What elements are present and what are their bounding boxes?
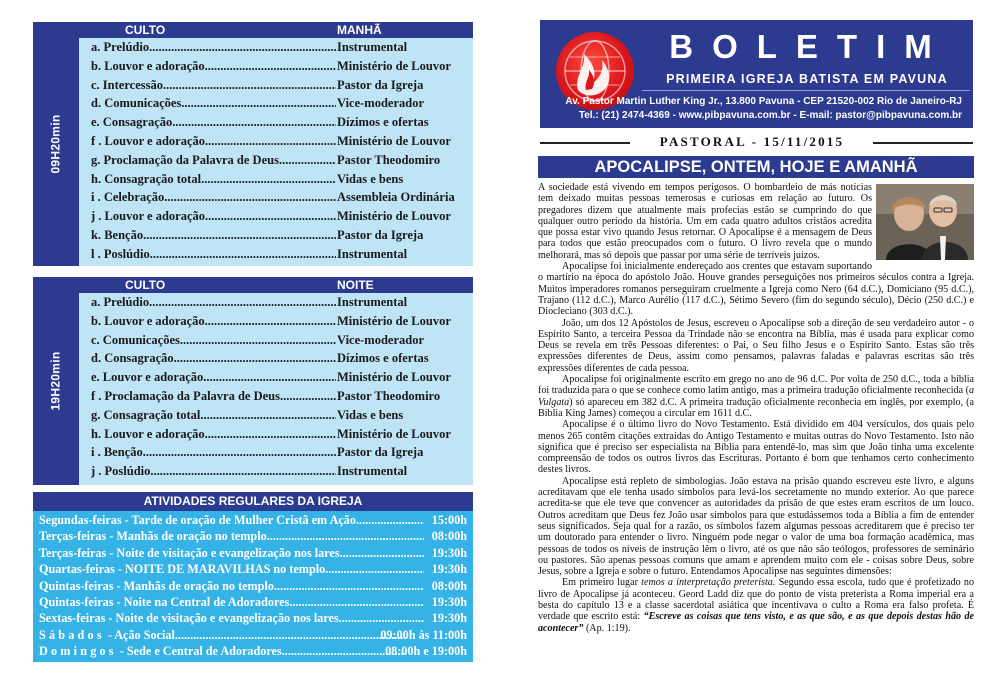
photo-spacer	[872, 182, 974, 262]
program-activity: c. Comunicações .....	[91, 333, 336, 348]
article-paragraph: Apocalipse está repleto de simbologias. João estava na prisão quando escreveu este livro, e alguns acreditavam que ele tenha usado símbolos para levá-los secretamente no mundo exterior. Ao que parece acredita-se que ele teve que convencer as autoridades da prisão de que estes eram escritos de um louco. Outros acreditam que Deus fez João usar símbolos para que estudássemos toda a Bíblia a fim de entender seus significados. Seja qual for a razão, os símbolos fazem algumas pessoas acreditarem que é preciso ter um doutorado para entender o livro. Ninguém pode negar o valor de uma boa formação acadêmica, mas pessoas de todos os níveis de instrução lêm o livro, até os que não são teólogos, professores de seminário ou pastores. São apenas pessoas comuns que amam e aprendem muito com ele - coisas sobre Deus, sobre Jesus, sobre a Igreja e sobre o futuro. Entendamos Apocalipse nas seguintes dimensões:	[538, 475, 974, 578]
program-row	[79, 190, 473, 209]
program-activity: b. Louvor e adoração .....	[91, 314, 336, 329]
program-responsible: Vice-moderador	[337, 96, 425, 111]
morning-program-list	[79, 38, 473, 266]
program-row	[79, 209, 473, 228]
program-row	[79, 370, 473, 389]
evening-header	[79, 277, 473, 293]
church-contact: Tel.: (21) 2474-4369 - www.pibpavuna.com.br - E-mail: pastor@pibpavuna.com.br	[578, 110, 962, 121]
program-activity: e. Louvor e adoração .....	[91, 370, 336, 385]
activity-time: 09:00h às 11:00h	[380, 627, 467, 642]
activity-time: 08:00h	[431, 578, 467, 593]
program-row	[79, 427, 473, 446]
program-responsible: Instrumental	[337, 40, 408, 54]
bulletin-header	[540, 20, 973, 128]
program-row	[79, 115, 473, 134]
activity-description: - NOITE DE MARAVILHAS no templo	[114, 562, 326, 577]
program-activity: a. Prelúdio .....	[91, 40, 336, 55]
article-paragraph: A sociedade está vivendo em tempos perigosos. O bombardeio de más notícias tem deixado muitas pessoas temerosas e curiosas em relação ao futuro. Os pregadores dizem que atualmente mais profecias estão se cumprindo do que qualquer outro período da história. Um em cada quatro adultos cristãos acredita que possa estar vivo quando Jesus retornar. O Apocalipse é a mensagem de Deus para todos que estão preocupados com o futuro. O livro revela que o mundo melhorará, mas só depois que passar por uma série de terríveis juízos.	[538, 182, 872, 261]
activity-day: Quartas-feiras	[39, 562, 115, 577]
program-responsible: Pastor Theodomiro	[337, 152, 441, 167]
activity-description: - Ação Social	[104, 627, 175, 642]
program-responsible: Ministério de Louvor	[337, 209, 451, 224]
activities-list	[33, 511, 473, 661]
program-row	[79, 351, 473, 370]
program-activity: c. Intercessão .....	[91, 78, 336, 93]
morning-header	[79, 22, 473, 38]
morning-header-period: MANHÃ	[337, 23, 382, 37]
activity-description: - Manhãs de oração no templo	[106, 529, 267, 544]
program-responsible: Ministério de Louvor	[337, 313, 451, 328]
program-responsible: Pastor da Igreja	[337, 227, 424, 242]
article-paragraph: Em primeiro lugar temos a interpretação preterista. Segundo essa escola, tudo que é profetizado no livro de Apocalipse já aconteceu. Geord Ladd diz que do ponto de vista preterista a Roma imperial era a besta do capítulo 13 e a classe sacerdotal asiática que incentivava o culto a Roma era falso profeta. É verdade que escrito está: “Escreve as coisas que tens visto, e as que são, e as que depois destas hão de acontecer” (Ap. 1:19).	[538, 577, 974, 634]
activity-description: - Sede e Central de Adoradores	[116, 644, 282, 659]
program-activity: f . Louvor e adoração .....	[91, 134, 336, 149]
activity-row	[39, 644, 467, 660]
activity-row	[39, 595, 467, 611]
program-activity: a. Prelúdio .....	[91, 295, 336, 310]
program-activity: d. Comunicações .....	[91, 96, 336, 111]
program-activity: i . Celebração .....	[91, 190, 336, 205]
program-responsible: Vidas e bens	[337, 171, 404, 186]
activity-day: Terças-feiras	[39, 529, 107, 544]
activity-row	[39, 529, 467, 545]
activity-day: Segundas-feiras	[39, 513, 122, 527]
program-activity: f . Proclamação da Palavra de Deus .....	[91, 389, 336, 404]
activity-day: Sábados	[39, 627, 105, 642]
program-responsible: Instrumental	[337, 246, 408, 261]
bulletin-title: BOLETIM	[669, 28, 951, 65]
evening-program-list	[79, 293, 473, 485]
activity-row	[39, 546, 467, 562]
regular-activities-panel	[33, 492, 473, 662]
program-row	[79, 295, 473, 314]
activity-time: 19:30h	[431, 562, 467, 577]
program-row	[79, 40, 473, 59]
activity-description: - Noite na Central de Adoradores	[113, 594, 290, 609]
program-activity: e. Consagração .....	[91, 115, 336, 130]
activity-day: Quintas-feiras	[39, 578, 114, 593]
activity-day: Sextas-feiras	[39, 611, 106, 626]
header-divider	[642, 90, 970, 91]
church-address: Av. Pastor Martin Luther King Jr., 13.800 Pavuna - CEP 21520-002 Rio de Janeiro-RJ	[565, 96, 962, 107]
pastoral-right-rule	[873, 142, 973, 144]
activity-description: - Noite de visitação e evangelização nos lares	[106, 545, 340, 560]
evening-header-period: NOITE	[337, 278, 374, 292]
evening-service-panel	[33, 277, 473, 485]
article-paragraph: João, um dos 12 Apóstolos de Jesus, escreveu o Apocalipse sob a direção de seu verdadeiro autor - o Espírito Santo, a terceira Pessoa da Trindade não se encontra na Bíblia, mas é usada para explicar como Deus se revela em três Pessoas diferentes: o Pai, o Seu filho Jesus e o Espírito Santo. Estas são três expressões diferentes de Deus, assim como pensamos, palavras faladas e palavras escritas são três expressões diferentes de cada pessoa.	[538, 317, 974, 374]
morning-service-panel	[33, 22, 473, 266]
program-row	[79, 389, 473, 408]
program-responsible: Vidas e bens	[337, 407, 404, 422]
activity-description: - Manhãs de oração no templo	[113, 578, 274, 593]
program-responsible: Pastor da Igreja	[337, 445, 424, 460]
program-responsible: Ministério de Louvor	[337, 370, 451, 385]
program-row	[79, 59, 473, 78]
activity-time: 19:30h	[431, 594, 467, 609]
program-responsible: Ministério de Louvor	[337, 133, 451, 148]
program-activity: h. Consagração total .....	[91, 172, 336, 187]
program-responsible: Ministério de Louvor	[337, 58, 451, 73]
pastoral-label: PASTORAL - 15/11/2015	[659, 134, 845, 149]
pastoral-left-rule	[540, 142, 630, 144]
program-responsible: Dízimos e ofertas	[337, 351, 429, 366]
activity-day: Domingos	[39, 644, 117, 659]
program-activity: d. Consagração .....	[91, 351, 336, 366]
morning-header-culto: CULTO	[125, 23, 166, 37]
church-name: PRIMEIRA IGREJA BATISTA EM PAVUNA	[666, 72, 948, 86]
program-row	[79, 134, 473, 153]
morning-time-label: 09H20min	[49, 114, 64, 174]
program-activity: h. Louvor e adoração .....	[91, 427, 336, 442]
activity-row	[39, 611, 467, 627]
program-activity: j . Poslúdio .....	[91, 464, 336, 479]
program-activity: j . Louvor e adoração .....	[91, 209, 336, 224]
program-activity: k. Benção .....	[91, 228, 336, 243]
evening-header-culto: CULTO	[125, 278, 166, 292]
article-title: APOCALIPSE, ONTEM, HOJE E AMANHÃ	[538, 156, 974, 178]
activity-row	[39, 579, 467, 595]
program-responsible: Pastor Theodomiro	[337, 388, 441, 403]
activity-row	[39, 628, 467, 644]
program-row	[79, 247, 473, 266]
activity-day: Terças-feiras	[39, 545, 107, 560]
activity-time: 08:00h	[431, 529, 467, 544]
activity-row	[39, 513, 467, 529]
program-row	[79, 78, 473, 97]
evening-time-label: 19H20min	[49, 351, 64, 411]
article-paragraph: Apocalipse foi inicialmente endereçado aos crentes que estavam suportando o martírio na época do apóstolo João. Houve grandes perseguições nos primeiros séculos contra a Igreja. Muitos imperadores romanos perseguiram cruelmente a Igreja como Nero (64 d.C.), Domiciano (95 d.C.), Trajano (112 d.C.), Marco Aurélio (117 d.C.), Sétimo Severo (fim do segundo século), Décio (250 d.C.) e Diocleciano (303 d.C.).	[538, 261, 974, 318]
program-row	[79, 445, 473, 464]
article-paragraph: Apocalipse é o último livro do Novo Testamento. Está dividido em 404 versículos, dos quais pelo menos 265 contêm citações extraídas do Antigo Testamento e muitas outras do Novo Testamento. Isto não significa que é preciso ser especialista na Bíblia para entendê-lo, mas sim que João tinha uma excelente compreensão de todos os outros livros das Escrituras. Portanto é bom que tenhamos certo conhecimento destes livros.	[538, 419, 974, 476]
pastoral-label-bar	[540, 134, 973, 150]
activity-day: Quintas-feiras	[39, 594, 114, 609]
program-row	[79, 408, 473, 427]
activity-description: - Tarde de oração de Mulher Cristã em Ação	[121, 513, 356, 527]
program-responsible: Instrumental	[337, 464, 408, 479]
program-activity: i . Benção .....	[91, 445, 336, 460]
pastoral-article	[538, 182, 974, 672]
program-responsible: Assembleia Ordinária	[337, 190, 455, 205]
program-row	[79, 314, 473, 333]
program-activity: g. Consagração total .....	[91, 408, 336, 423]
program-row	[79, 333, 473, 352]
program-responsible: Vice-moderador	[337, 332, 425, 347]
program-activity: g. Proclamação da Palavra de Deus .....	[91, 153, 336, 168]
program-row	[79, 172, 473, 191]
activity-row	[39, 562, 467, 578]
activity-description: - Noite de visitação e evangelização nos lares	[105, 611, 339, 626]
activity-time: 15:00h	[431, 513, 467, 527]
program-activity: b. Louvor e adoração .....	[91, 59, 336, 74]
program-row	[79, 153, 473, 172]
program-row	[79, 464, 473, 483]
program-row	[79, 96, 473, 115]
program-row	[79, 228, 473, 247]
activities-title: ATIVIDADES REGULARES DA IGREJA	[33, 492, 473, 511]
activity-time: 19:30h	[431, 545, 467, 560]
program-responsible: Instrumental	[337, 295, 408, 309]
program-responsible: Pastor da Igreja	[337, 77, 424, 92]
activity-time: 19:30h	[431, 611, 467, 626]
program-responsible: Dízimos e ofertas	[337, 115, 429, 130]
article-paragraph: Apocalipse foi originalmente escrito em grego no ano de 96 d.C. Por volta de 250 d.C., toda a bíblia foi traduzida para o que se conhece como latim antigo, mas a primeira tradução oficialmente reconhecida (a Vulgata) só apareceu em 382 d.C. A primeira tradução oficialmente reconhecia em inglês, por exemplo, (a Bíblia King James) começou a circular em 1611 d.C.	[538, 374, 974, 419]
activity-time: 08:00h e 19:00h	[385, 644, 467, 659]
program-responsible: Ministério de Louvor	[337, 426, 451, 441]
program-activity: l . Poslúdio .....	[91, 247, 336, 262]
